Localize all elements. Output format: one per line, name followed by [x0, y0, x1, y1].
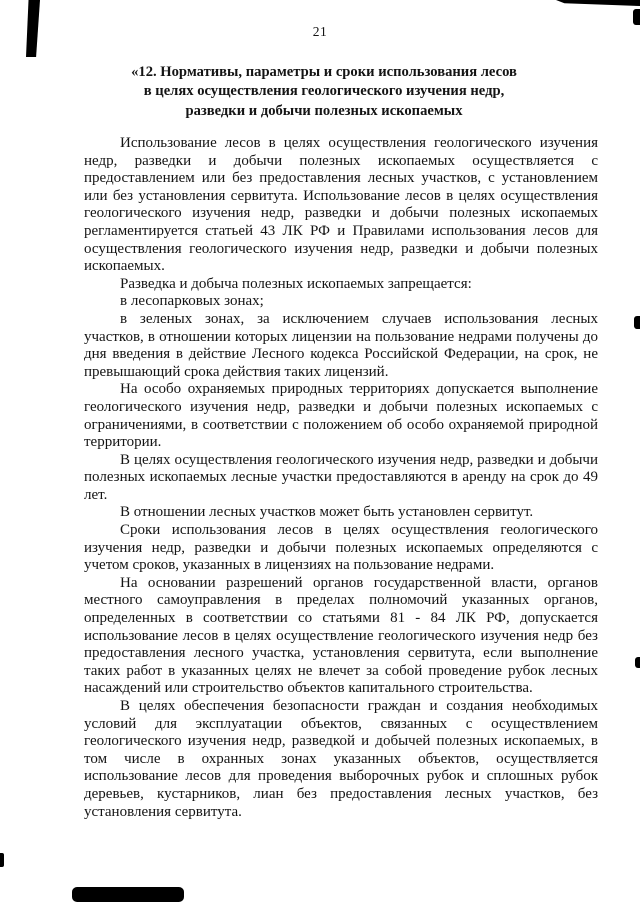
- paragraph-8: Сроки использования лесов в целях осуществления геологического изучения недр, разведки и добычи полезных ископаемых определяются с учетом сроков, указанных в лицензиях на пользование недрами.: [84, 522, 598, 574]
- heading-line-1: «12. Нормативы, параметры и сроки использования лесов: [131, 64, 517, 80]
- scan-artifact-top-right-streak: [556, 0, 640, 6]
- paragraph-2: Разведка и добыча полезных ископаемых запрещается:: [120, 275, 472, 292]
- paragraph-6: В целях осуществления геологического изучения недр, разведки и добычи полезных ископаемых лесные участки предоставляются в аренду на срок до 49 лет.: [84, 451, 598, 503]
- paragraph-5: На особо охраняемых природных территориях допускается выполнение геологического изучения недр, разведки и добычи полезных ископаемых с ограничениями, в соответствии с положением об особо охраняемой природной территории.: [84, 381, 598, 451]
- scan-artifact-bottom-bar: [72, 887, 184, 902]
- paragraph-7: В отношении лесных участков может быть установлен сервитут.: [120, 504, 534, 521]
- scan-artifact-left-lower: [0, 853, 4, 867]
- paragraph-3: в лесопарковых зонах;: [120, 293, 264, 310]
- section-heading: [60, 63, 588, 121]
- paragraph-9: На основании разрешений органов государственной власти, органов местного самоуправления в пределах полномочий указанных органов, определенных в соответствии со статьями 81 - 84 ЛК РФ, допускается использование лесов в целях осуществление геологического изучения недр без предоставления лесного участка, установления сервитута, если выполнение таких работ в указанных целях не влечет за собой проведение рубок лесных насаждений или строительство объектов капитального строительства.: [84, 574, 598, 697]
- paragraph-1: Использование лесов в целях осуществления геологического изучения недр, разведки и добычи полезных ископаемых осуществляется с предоставлением или без предоставления лесных участков, с установлением или без установления сервитута. Использование лесов в целях осуществления геологического изучения недр, разведки и добычи полезных ископаемых регламентируется статьей 43 ЛК РФ и Правилами использования лесов для осуществления геологического изучения недр, разведки и добычи полезных ископаемых.: [84, 135, 598, 275]
- document-body: [84, 135, 598, 821]
- paragraph-10: В целях обеспечения безопасности граждан и создания необходимых условий для эксплуатации объектов, связанных с осуществлением геологического изучения недр, разведкой и добычей полезных ископаемых, в том числе в охранных зонах указанных объектов, осуществляется использование лесов для проведения выборочных рубок и сплошных рубок деревьев, кустарников, лиан без предоставления лесных участков, без установления сервитута.: [84, 698, 598, 820]
- scan-artifact-top-right-tick: [633, 9, 640, 25]
- heading-line-3: разведки и добычи полезных ископаемых: [185, 102, 463, 119]
- scan-artifact-right-lower: [635, 657, 640, 668]
- page-number: 21: [312, 24, 328, 39]
- heading-line-2: в целях осуществления геологического изучения недр,: [143, 83, 505, 100]
- paragraph-4: в зеленых зонах, за исключением случаев использования лесных участков, в отношении которых лицензии на пользование недрами получены до дня введения в действие Лесного кодекса Российской Федерации, на срок, не превышающий срока действия таких лицензий.: [84, 310, 598, 380]
- scan-artifact-right-upper: [634, 316, 640, 329]
